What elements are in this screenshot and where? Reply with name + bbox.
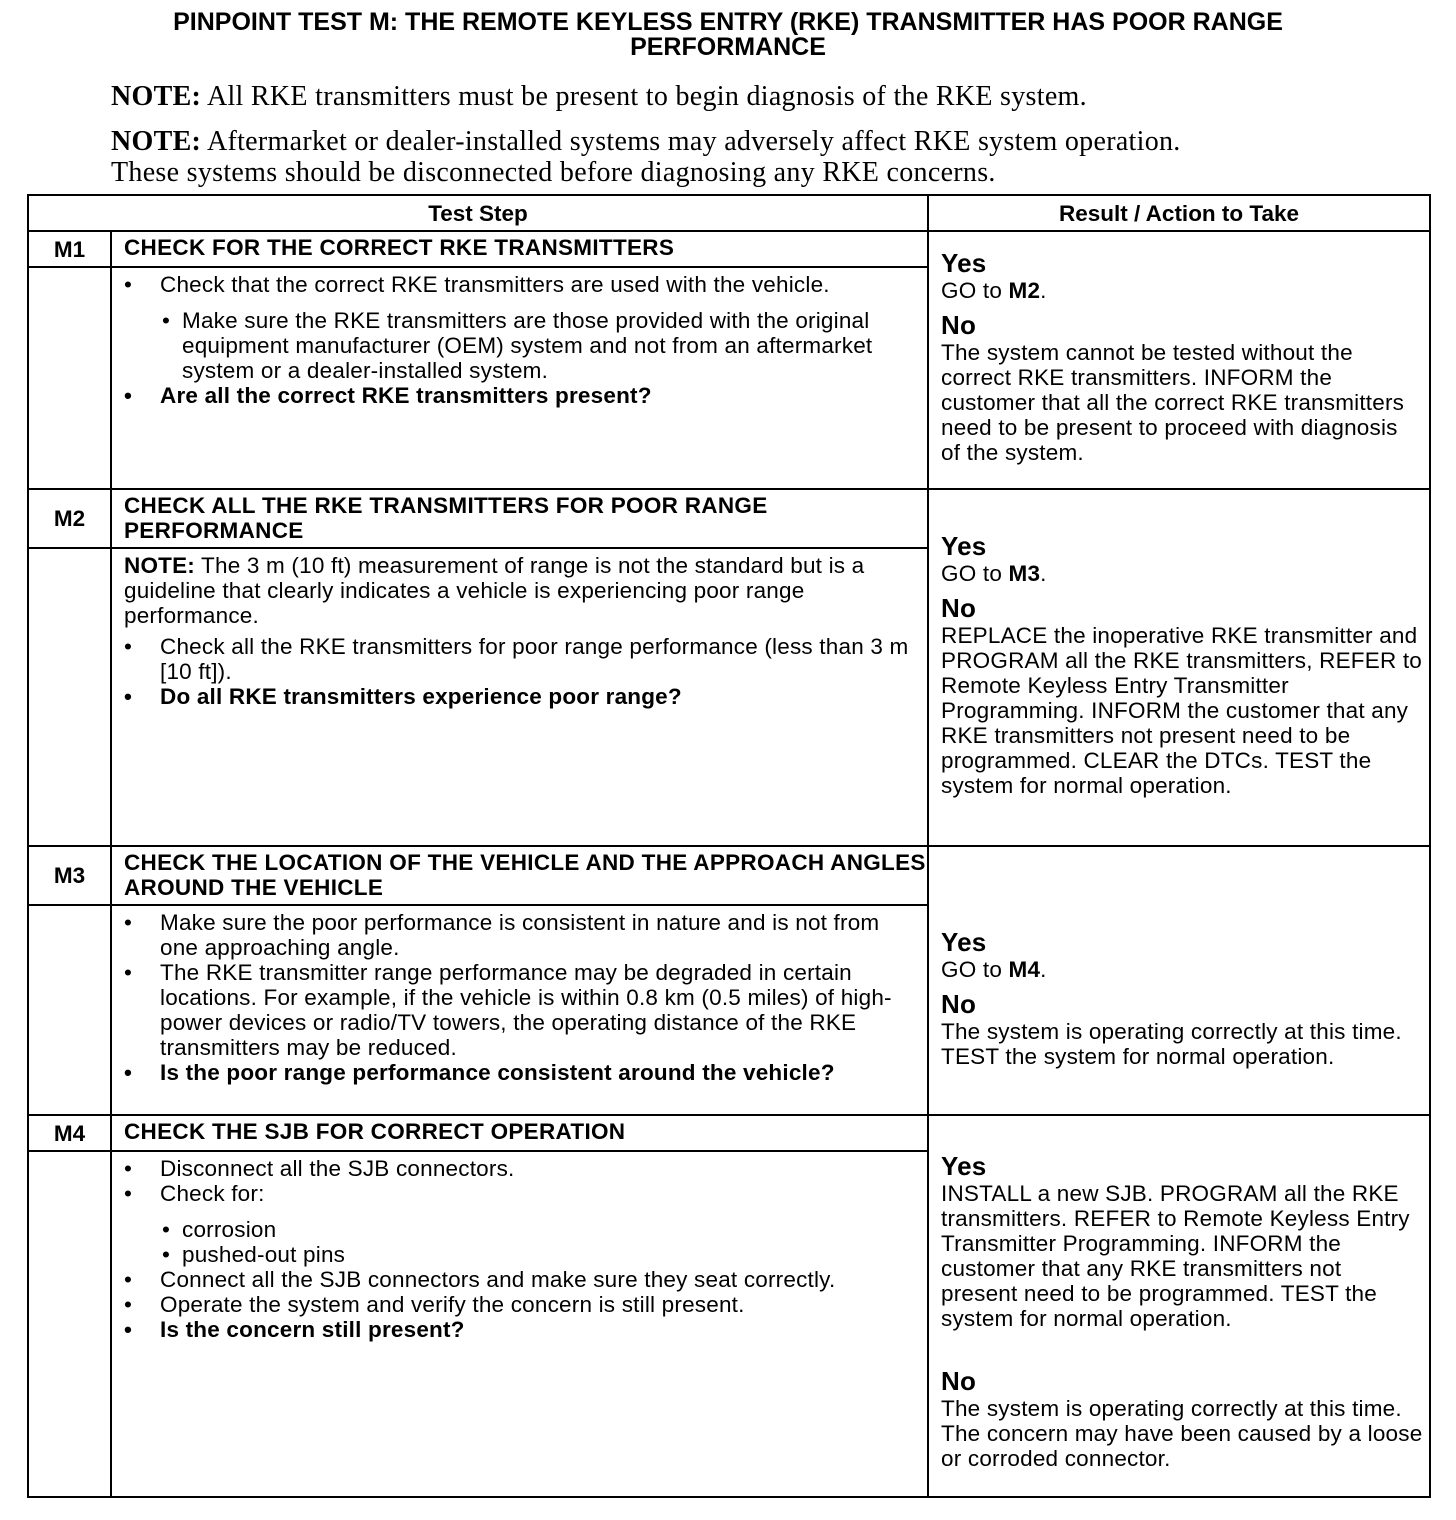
list-item-question: • Is the concern still present? xyxy=(124,1317,919,1342)
list-item: • pushed-out pins xyxy=(124,1242,919,1267)
no-action: The system is operating correctly at this time. The concern may have been caused by a loose or corroded connector. xyxy=(941,1396,1423,1471)
yes-label: Yes xyxy=(941,248,987,278)
no-action: The system cannot be tested without the correct RKE transmitters. INFORM the customer that all the correct RKE transmitters need to be present to proceed with diagnosis of the system. xyxy=(941,340,1405,465)
header-test-step: Test Step xyxy=(28,195,928,231)
note-2 xyxy=(111,126,1181,188)
step-m1-body xyxy=(111,267,928,489)
yes-action xyxy=(941,561,1423,586)
yes-label: Yes xyxy=(941,1151,987,1181)
note-1-text: All RKE transmitters must be present to begin diagnosis of the RKE system. xyxy=(206,81,1087,112)
step-m2-heading-row xyxy=(28,489,1430,548)
step-m3-result xyxy=(928,846,1430,1115)
title-line-2: PERFORMANCE xyxy=(630,33,826,61)
step-note xyxy=(124,553,919,628)
list-item-question: • Do all RKE transmitters experience poor range? xyxy=(124,684,919,709)
list-item: • corrosion xyxy=(124,1217,919,1242)
no-label: No xyxy=(941,592,977,623)
yes-action-suffix: . xyxy=(1040,957,1047,982)
step-m3-body xyxy=(111,905,928,1115)
step-id-blank xyxy=(28,905,111,1115)
list-item: • Make sure the RKE transmitters are those provided with the original equipment manufacturer (OEM) system and not from an aftermarket system or a dealer-installed system. xyxy=(124,308,919,383)
list-item-question: • Are all the correct RKE transmitters present? xyxy=(124,383,919,408)
step-id-blank xyxy=(28,1151,111,1497)
list-item-question: • Is the poor range performance consistent around the vehicle? xyxy=(124,1060,919,1085)
goto-m4-ref: M4 xyxy=(1008,957,1041,982)
step-heading: CHECK THE SJB FOR CORRECT OPERATION xyxy=(111,1115,928,1151)
step-id: M4 xyxy=(28,1115,111,1151)
list-item: • Operate the system and verify the concern is still present. xyxy=(124,1292,919,1317)
step-m4-body xyxy=(111,1151,928,1497)
step-m4-result xyxy=(928,1115,1430,1497)
yes-action xyxy=(941,957,1423,982)
list-item: • Make sure the poor performance is consistent in nature and is not from one approaching angle. xyxy=(124,910,919,960)
yes-label: Yes xyxy=(941,530,987,561)
header-result: Result / Action to Take xyxy=(928,195,1430,231)
note-1-label: NOTE: xyxy=(111,81,202,112)
note-2-label: NOTE: xyxy=(111,126,202,157)
step-id: M1 xyxy=(28,231,111,267)
list-item: • Disconnect all the SJB connectors. xyxy=(124,1156,919,1181)
yes-action-text: GO to xyxy=(941,560,1009,586)
step-id: M2 xyxy=(28,489,111,548)
goto-m2-ref: M2 xyxy=(1008,278,1041,303)
list-item: • Connect all the SJB connectors and make sure they seat correctly. xyxy=(124,1267,919,1292)
no-action: The system is operating correctly at this time. TEST the system for normal operation. xyxy=(941,1019,1402,1069)
note-2-text-line-2: These systems should be disconnected before diagnosing any RKE concerns. xyxy=(111,157,996,188)
list-item: • Check all the RKE transmitters for poor range performance (less than 3 m [10 ft]). xyxy=(124,634,919,684)
step-heading: CHECK THE LOCATION OF THE VEHICLE AND THE APPROACH ANGLES AROUND THE VEHICLE xyxy=(111,846,928,905)
step-note-text: The 3 m (10 ft) measurement of range is not the standard but is a guideline that clearly indicates a vehicle is experiencing poor range performance. xyxy=(124,553,865,628)
note-2-text: Aftermarket or dealer-installed systems may adversely affect RKE system operation. xyxy=(206,126,1181,157)
list-item: • Check for: xyxy=(124,1181,919,1206)
step-m2-result xyxy=(928,489,1430,846)
step-id-blank xyxy=(28,267,111,489)
pinpoint-test-table xyxy=(27,194,1431,1498)
no-label: No xyxy=(941,310,977,340)
step-m2-body xyxy=(111,548,928,846)
goto-m3-ref: M3 xyxy=(1008,560,1041,586)
list-item: • The RKE transmitter range performance may be degraded in certain locations. For example, if the vehicle is within 0.8 km (0.5 miles) of high-power devices or radio/TV towers, the operating distance of the RKE transmitters may be reduced. xyxy=(124,960,919,1060)
step-m3-heading-row xyxy=(28,846,1430,905)
step-heading: CHECK ALL THE RKE TRANSMITTERS FOR POOR RANGE PERFORMANCE xyxy=(111,489,928,548)
step-m4-heading-row xyxy=(28,1115,1430,1151)
note-1 xyxy=(111,81,1087,112)
yes-label: Yes xyxy=(941,927,987,957)
step-heading: CHECK FOR THE CORRECT RKE TRANSMITTERS xyxy=(111,231,928,267)
no-label: No xyxy=(941,989,977,1019)
table-header-row xyxy=(28,195,1430,231)
yes-action-suffix: . xyxy=(1040,278,1047,303)
step-note-label: NOTE: xyxy=(124,553,195,578)
yes-action xyxy=(941,278,1423,303)
yes-action-text: GO to xyxy=(941,957,1009,982)
yes-action: INSTALL a new SJB. PROGRAM all the RKE transmitters. REFER to Remote Keyless Entry Transmitter Programming. INFORM the customer that any RKE transmitters not present need to be programmed. TEST the system for normal operation. xyxy=(941,1181,1410,1331)
title-line-1: PINPOINT TEST M: THE REMOTE KEYLESS ENTRY (RKE) TRANSMITTER HAS POOR RANGE xyxy=(173,8,1283,36)
list-item: • Check that the correct RKE transmitters are used with the vehicle. xyxy=(124,272,919,297)
yes-action-text: GO to xyxy=(941,278,1009,303)
page-title xyxy=(0,10,1456,60)
yes-action-suffix: . xyxy=(1040,560,1047,586)
step-id-blank xyxy=(28,548,111,846)
no-label: No xyxy=(941,1366,977,1396)
step-m1-result xyxy=(928,231,1430,489)
step-m1-heading-row xyxy=(28,231,1430,267)
step-id: M3 xyxy=(28,846,111,905)
no-action: REPLACE the inoperative RKE transmitter and PROGRAM all the RKE transmitters, REFER to Remote Keyless Entry Transmitter Programming. INFORM the customer that any RKE transmitters not present need to be programmed. CLEAR the DTCs. TEST the system for normal operation. xyxy=(941,622,1423,798)
